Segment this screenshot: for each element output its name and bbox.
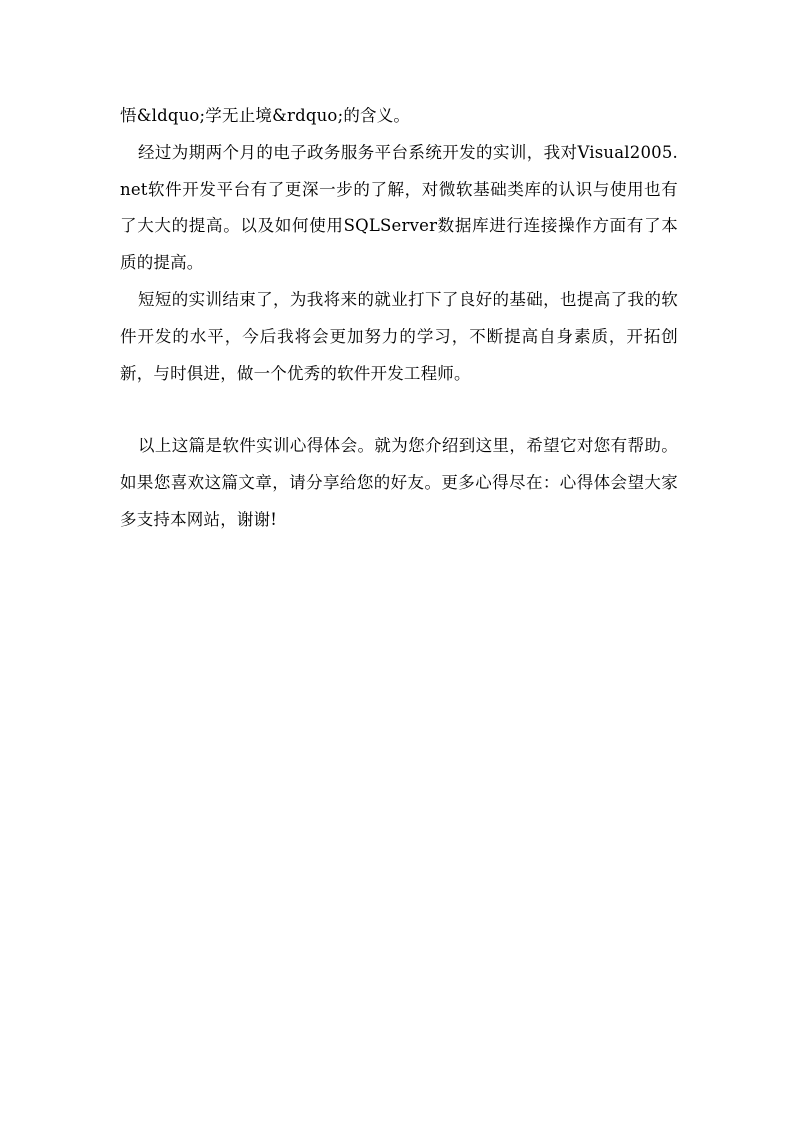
- paragraph-spacer: [120, 392, 678, 428]
- paragraph-training-summary: 经过为期两个月的电子政务服务平台系统开发的实训，我对Visual2005. net软件开发平台有了更深一步的了解，对微软基础类库的认识与使用也有了大大的提高。以及如何使用SQLServer数据库进行连接操作方面有了本质的提高。: [120, 142, 678, 273]
- paragraph-closing-note: 以上这篇是软件实训心得体会。就为您介绍到这里，希望它对您有帮助。如果您喜欢这篇文章，请分享给您的好友。更多心得尽在：心得体会望大家多支持本网站，谢谢!: [120, 436, 678, 529]
- paragraph-continuation: 悟&ldquo;学无止境&rdquo;的含义。: [120, 106, 411, 125]
- paragraph-conclusion: 短短的实训结束了，为我将来的就业打下了良好的基础，也提高了我的软件开发的水平，今后我将会更加努力的学习，不断提高自身素质，开拓创新，与时俱进，做一个优秀的软件开发工程师。: [120, 289, 678, 383]
- document-body: [120, 98, 678, 539]
